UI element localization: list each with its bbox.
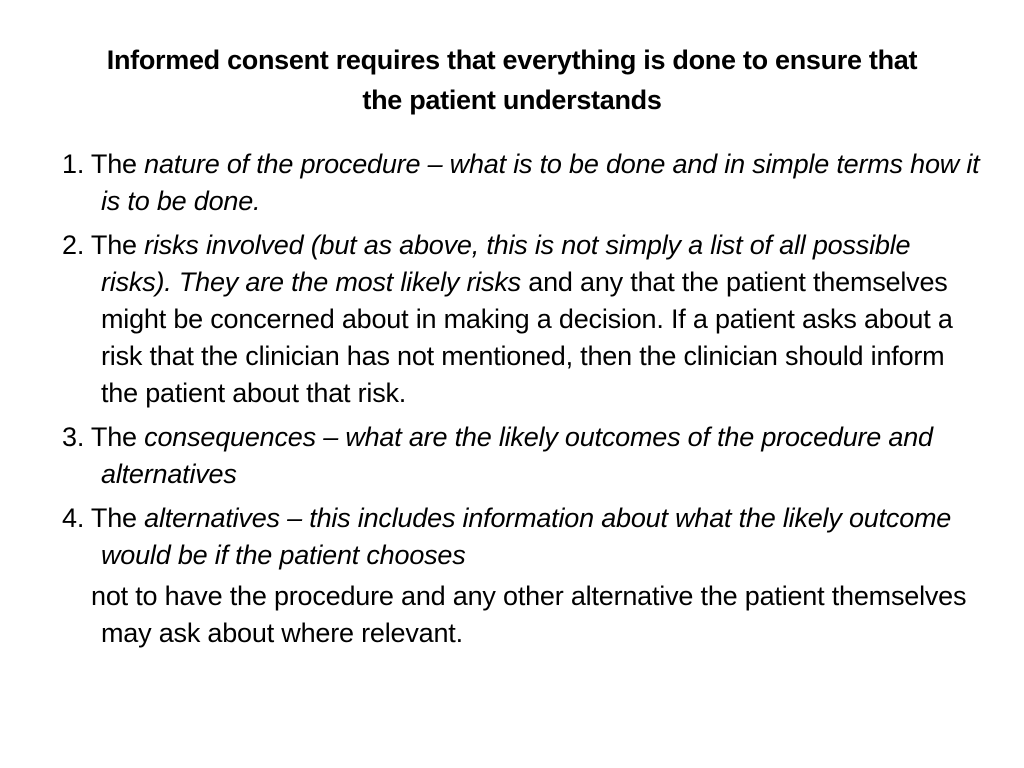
list-item-4-continuation: not to have the procedure and any other alternative the patient themselves may ask about where relevant. (91, 581, 967, 648)
list-item-2-number: 2. The (62, 230, 145, 260)
list-item-3-number: 3. The (62, 422, 145, 452)
list-item-4-italic-text: alternatives – this includes information about what the likely outcome would be if the patient chooses (101, 503, 952, 570)
slide-title-line-2: the patient understands (362, 85, 662, 115)
slide-body (62, 146, 982, 652)
list-item-3 (62, 419, 982, 493)
list-item-4-number: 4. The (62, 503, 145, 533)
list-item-2 (62, 227, 982, 412)
list-item-1 (62, 146, 982, 220)
slide-title (40, 40, 984, 120)
list-item-1-italic-text: nature of the procedure – what is to be done and in simple terms how it is to be done. (101, 149, 980, 216)
slide-title-line-1: Informed consent requires that everything is done to ensure that (106, 45, 918, 75)
list-item-2-plain-text: and any that the patient themselves might be concerned about in making a decision. If a patient asks about a risk that the clinician has not mentioned, then the clinician should inform the patient about that risk. (101, 267, 953, 408)
list-item-1-number: 1. The (62, 149, 145, 179)
list-item-2-italic-text: risks involved (but as above, this is not simply a list of all possible risks). They are the most likely risks (101, 230, 911, 297)
list-item-4 (62, 500, 982, 574)
list-item-3-italic-text: consequences – what are the likely outcomes of the procedure and alternatives (101, 422, 933, 489)
